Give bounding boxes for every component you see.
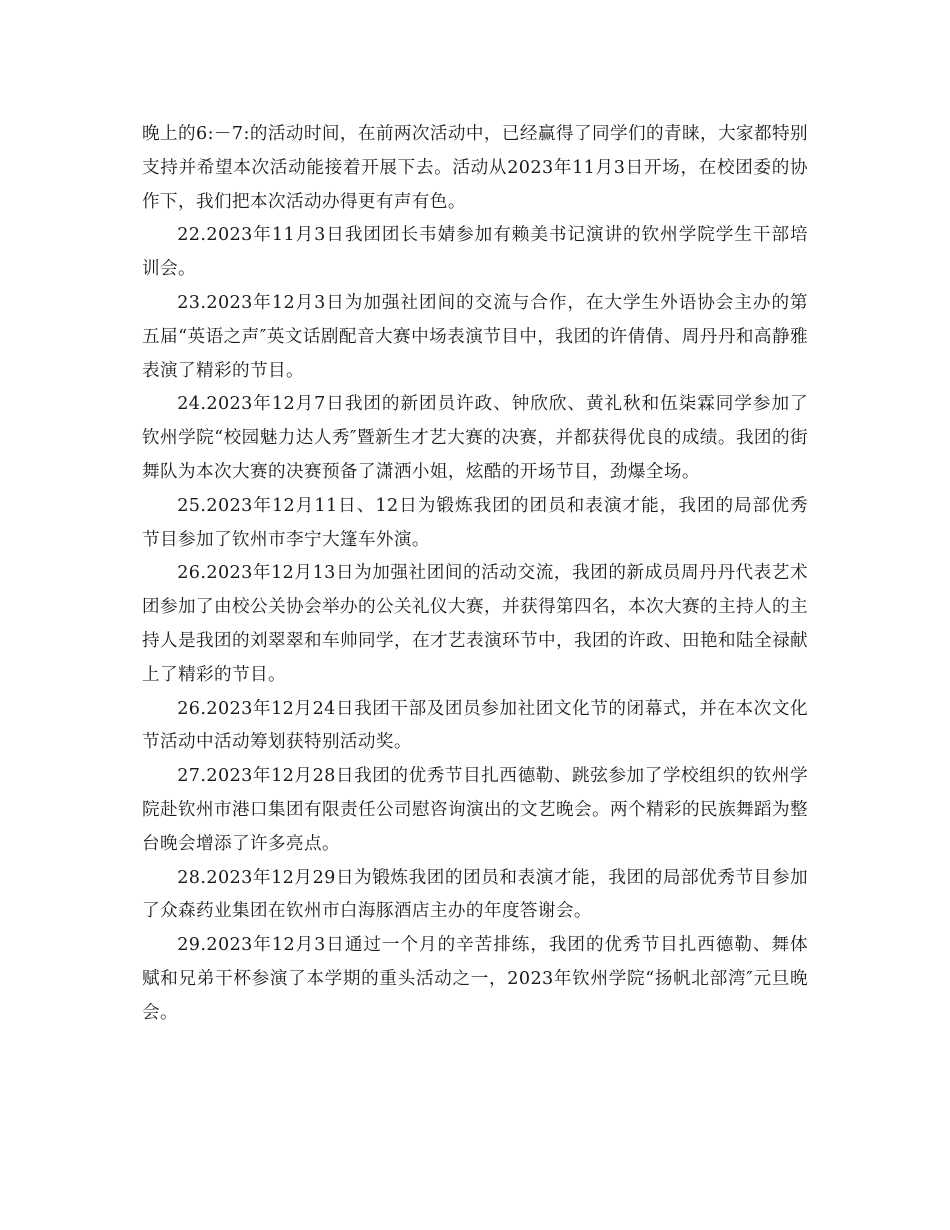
document-body [142, 118, 808, 1031]
paragraph-continuation: 晚上的6:－7:的活动时间，在前两次活动中，已经赢得了同学们的青睐，大家都特别支持并希望本次活动能接着开展下去。活动从2023年11月3日开场，在校团委的协作下，我们把本次活动办得更有声有色。 [142, 124, 808, 212]
paragraph-item-23: 23.2023年12月3日为加强社团间的交流与合作，在大学生外语协会主办的第五届“英语之声″英文话剧配音大赛中场表演节目中，我团的许倩倩、周丹丹和高静雅表演了精彩的节目。 [142, 292, 808, 381]
paragraph-item-28: 28.2023年12月29日为锻炼我团的团员和表演才能，我团的局部优秀节目参加了众森药业集团在钦州市白海豚酒店主办的年度答谢会。 [142, 867, 808, 922]
paragraph-item-27: 27.2023年12月28日我团的优秀节目扎西德勒、跳弦参加了学校组织的钦州学院赴钦州市港口集团有限责任公司慰咨询演出的文艺晚会。两个精彩的民族舞蹈为整台晚会增添了许多亮点。 [142, 766, 808, 854]
paragraph-item-26b: 26.2023年12月24日我团干部及团员参加社团文化节的闭幕式，并在本次文化节活动中活动筹划获特别活动奖。 [142, 698, 808, 753]
paragraph-item-26a: 26.2023年12月13日为加强社团间的活动交流，我团的新成员周丹丹代表艺术团参加了由校公关协会举办的公关礼仪大赛，并获得第四名，本次大赛的主持人的主持人是我团的刘翠翠和车帅同学，在才艺表演环节中，我团的许政、田艳和陆全禄献上了精彩的节目。 [142, 563, 808, 685]
paragraph-item-29: 29.2023年12月3日通过一个月的辛苦排练，我团的优秀节目扎西德勒、舞体赋和兄弟干杯参演了本学期的重头活动之一，2023年钦州学院“扬帆北部湾″元旦晚会。 [142, 935, 808, 1023]
paragraph-item-24: 24.2023年12月7日我团的新团员许政、钟欣欣、黄礼秋和伍柒霖同学参加了钦州学院“校园魅力达人秀″暨新生才艺大赛的决赛，并都获得优良的成绩。我团的街舞队为本次大赛的决赛预备了潇洒小姐，炫酷的开场节目，劲爆全场。 [142, 394, 808, 482]
paragraph-item-25: 25.2023年12月11日、12日为锻炼我团的团员和表演才能，我团的局部优秀节目参加了钦州市李宁大篷车外演。 [142, 495, 808, 550]
paragraph-item-22: 22.2023年11月3日我团团长韦婧参加有赖美书记演讲的钦州学院学生干部培训会。 [142, 225, 808, 280]
